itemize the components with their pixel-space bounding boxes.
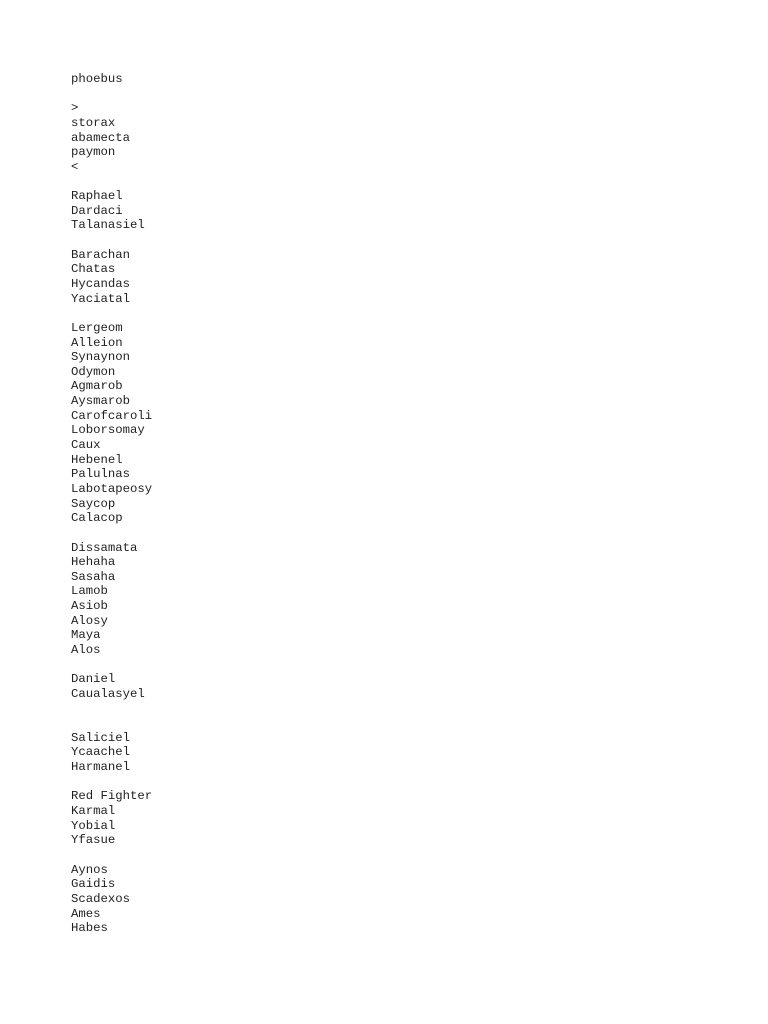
- text-line: Talanasiel: [71, 218, 145, 233]
- text-line: <: [71, 159, 79, 174]
- text-line: Saliciel: [71, 730, 131, 745]
- text-line: Lergeom: [71, 320, 123, 335]
- text-line: Alosy: [71, 613, 108, 628]
- text-line: paymon: [71, 145, 116, 160]
- text-line: Hehaha: [71, 555, 116, 570]
- text-line: abamecta: [71, 130, 131, 145]
- text-block: [71, 541, 152, 658]
- text-line: Ycaachel: [71, 745, 131, 760]
- text-line: Ames: [71, 906, 101, 921]
- document-text: [71, 72, 152, 950]
- text-line: Dissamata: [71, 540, 138, 555]
- text-block: [71, 189, 152, 233]
- text-line: Caualasyel: [71, 686, 145, 701]
- text-line: Maya: [71, 628, 101, 643]
- text-line: Odymon: [71, 364, 116, 379]
- text-line: Yaciatal: [71, 291, 131, 306]
- text-block: [71, 789, 152, 848]
- text-line: Loborsomay: [71, 423, 145, 438]
- text-block: [71, 863, 152, 936]
- text-line: Habes: [71, 921, 108, 936]
- text-line: Harmanel: [71, 760, 131, 775]
- text-line: Scadexos: [71, 891, 131, 906]
- text-block: [71, 731, 152, 775]
- text-line: Alos: [71, 642, 101, 657]
- text-line: Hycandas: [71, 276, 131, 291]
- text-line: Agmarob: [71, 379, 123, 394]
- text-block: [71, 672, 152, 701]
- text-block: [71, 248, 152, 307]
- text-line: Raphael: [71, 189, 123, 204]
- text-line: Alleion: [71, 335, 123, 350]
- text-block: [71, 321, 152, 526]
- text-line: Yobial: [71, 818, 116, 833]
- text-line: phoebus: [71, 72, 123, 86]
- text-line: Hebenel: [71, 452, 123, 467]
- text-line: Aysmarob: [71, 394, 131, 409]
- text-line: Daniel: [71, 672, 116, 687]
- text-line: Aynos: [71, 862, 108, 877]
- text-line: Yfasue: [71, 833, 116, 848]
- text-line: Synaynon: [71, 350, 131, 365]
- text-line: storax: [71, 115, 116, 130]
- text-line: Dardaci: [71, 203, 123, 218]
- text-line: Asiob: [71, 599, 108, 614]
- text-block: [71, 101, 152, 174]
- text-line: Sasaha: [71, 569, 116, 584]
- text-line: Red Fighter: [71, 789, 153, 804]
- text-line: Saycop: [71, 496, 116, 511]
- text-line: >: [71, 101, 79, 116]
- text-line: Gaidis: [71, 877, 116, 892]
- text-line: Calacop: [71, 511, 123, 526]
- text-line: Chatas: [71, 262, 116, 277]
- text-line: Lamob: [71, 584, 108, 599]
- text-line: Carofcaroli: [71, 408, 153, 423]
- text-line: Karmal: [71, 804, 116, 819]
- text-line: Barachan: [71, 247, 131, 262]
- text-line: Palulnas: [71, 467, 131, 482]
- text-line: Labotapeosy: [71, 481, 153, 496]
- text-block: [71, 72, 152, 87]
- text-line: Caux: [71, 438, 101, 453]
